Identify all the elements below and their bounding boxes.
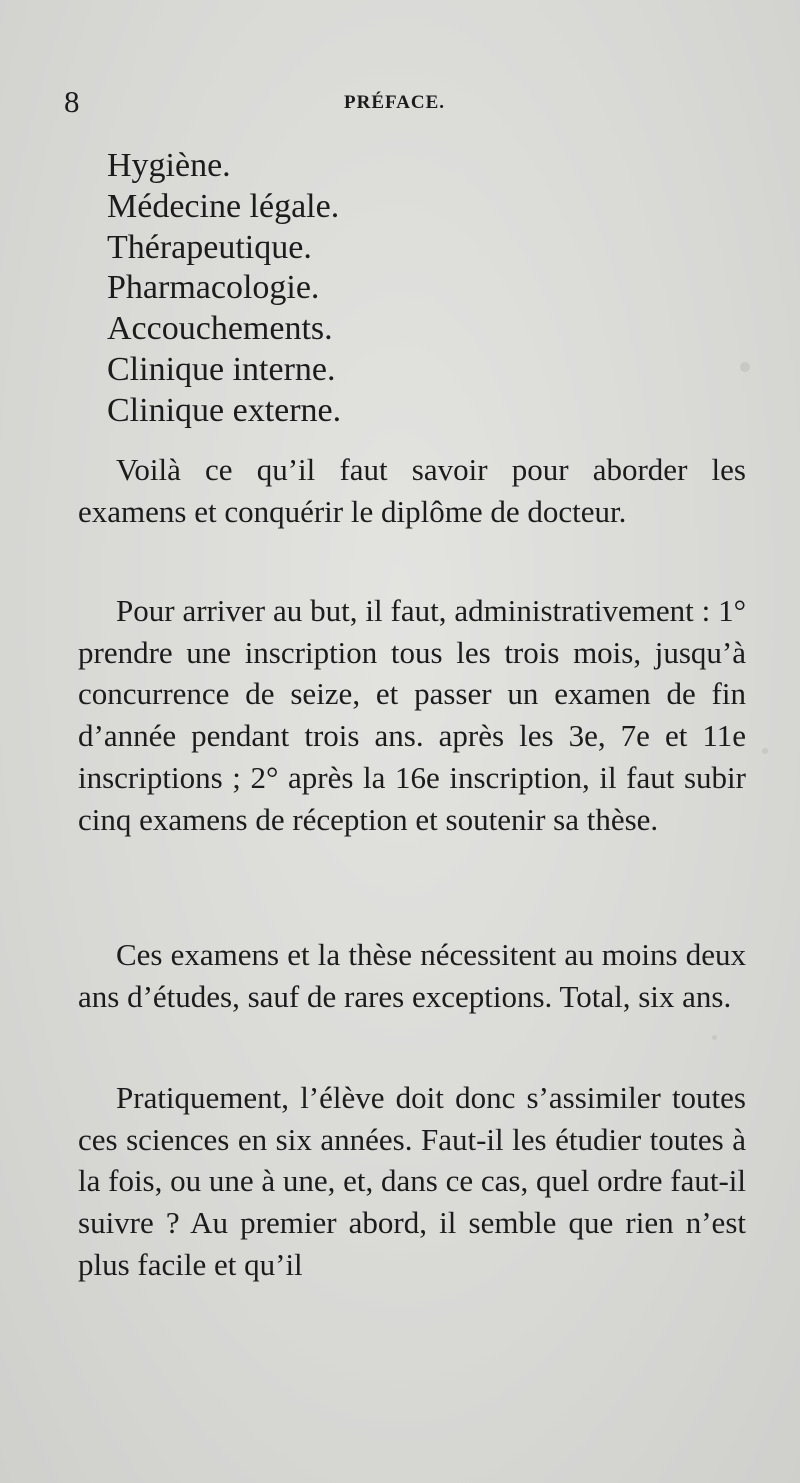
body-paragraph: Pratiquement, l’élève doit donc s’assimiler toutes ces sciences en six années. Faut-il les étudier toutes à la fois, ou une à une, et, dans ce cas, quel ordre faut-il suivre ? Au premier abord, il semble que rien n’est plus facile et qu’il	[78, 1080, 746, 1282]
body-paragraph: Pour arriver au but, il faut, administrativement : 1° prendre une inscription tous les trois mois, jusqu’à concurrence de seize, et passer un examen de fin d’année pendant trois ans. après les 3e, 7e et 11e inscriptions ; 2° après la 16e inscription, il faut subir cinq examens de réception et soutenir sa thèse.	[78, 593, 746, 837]
subject-item: Accouchements.	[107, 310, 333, 348]
subject-item: Pharmacologie.	[107, 269, 320, 307]
subject-item: Clinique externe.	[107, 391, 342, 429]
subject-item: Médecine légale.	[107, 187, 340, 225]
paper-speck	[762, 748, 768, 754]
subject-item: Clinique interne.	[107, 350, 336, 388]
body-paragraph: Voilà ce qu’il faut savoir pour aborder les examens et conquérir le diplôme de docteur.	[78, 452, 746, 529]
paper-speck	[712, 1035, 717, 1040]
paper-speck	[740, 362, 750, 372]
running-head	[64, 84, 744, 120]
subject-item: Thérapeutique.	[107, 228, 312, 266]
subject-item: Hygiène.	[107, 147, 231, 184]
page-number: 8	[64, 84, 80, 119]
subject-list	[107, 146, 341, 432]
running-title: PRÉFACE.	[344, 92, 446, 113]
body-paragraph: Ces examens et la thèse nécessitent au moins deux ans d’études, sauf de rares exceptions. Total, six ans.	[78, 937, 746, 1014]
